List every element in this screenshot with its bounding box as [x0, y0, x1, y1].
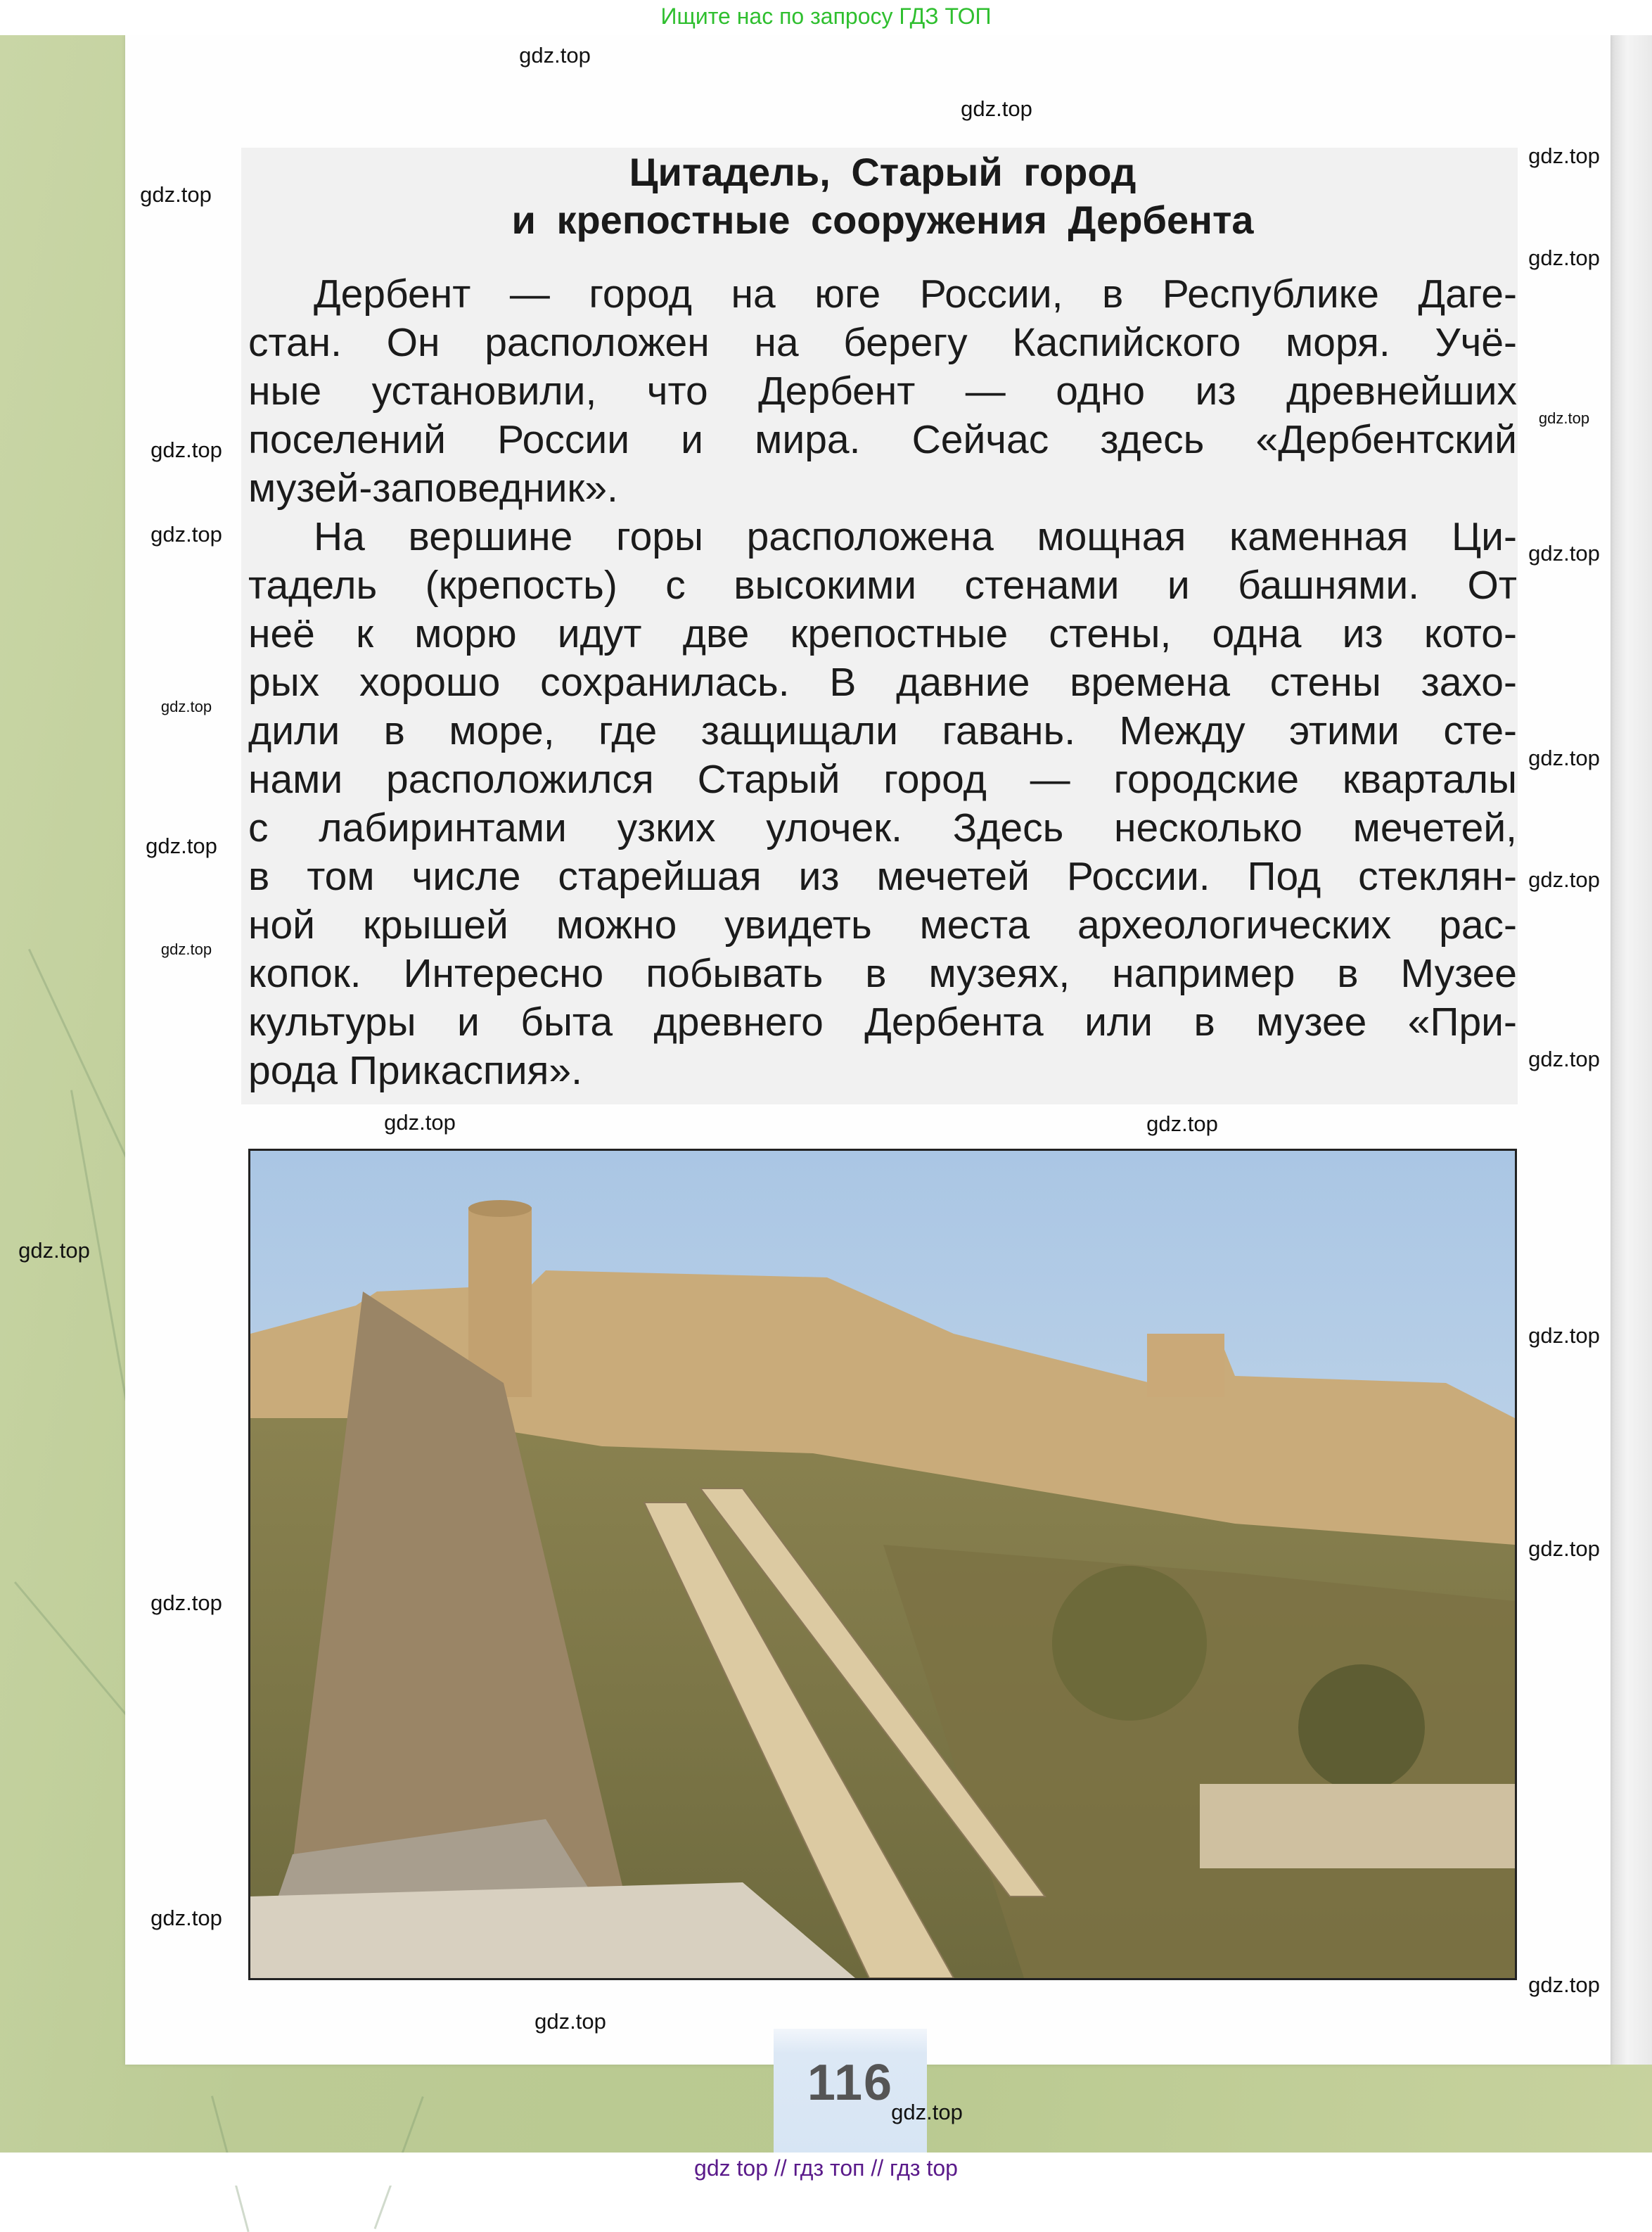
watermark: gdz.top	[151, 1590, 222, 1615]
top-banner[interactable]: Ищите нас по запросу ГДЗ ТОП	[0, 0, 1652, 35]
watermark: gdz.top	[140, 182, 212, 207]
watermark: gdz.top	[1528, 541, 1600, 566]
text-line	[248, 901, 1517, 950]
watermark: gdz.top	[519, 43, 591, 68]
text-line-content: культуры и быта древнего Дербента или в музее «При-	[248, 1000, 1517, 1045]
text-line-content: На вершине горы расположена мощная каменная Ци-	[314, 514, 1517, 559]
text-line	[314, 513, 1517, 561]
text-line	[314, 270, 1517, 319]
text-line-content: ные установили, что Дербент — одно из древнейших	[248, 369, 1517, 414]
citadel-illustration	[250, 1151, 1515, 1978]
text-line-content: стан. Он расположен на берегу Каспийского моря. Учё-	[248, 320, 1517, 365]
watermark: gdz.top	[151, 522, 222, 547]
text-line-content: нами расположился Старый город — городские кварталы	[248, 757, 1517, 802]
text-line	[248, 804, 1517, 853]
watermark: gdz.top	[1528, 1323, 1600, 1348]
text-line-content: в том числе старейшая из мечетей России. Под стеклян-	[248, 854, 1517, 899]
footer-links[interactable]: gdz top // гдз топ // гдз top	[0, 2153, 1652, 2186]
text-line	[248, 464, 1517, 513]
tree	[1298, 1664, 1425, 1791]
watermark: gdz.top	[160, 940, 212, 958]
watermark: gdz.top	[891, 2100, 963, 2124]
text-line	[248, 610, 1517, 658]
watermark: gdz.top	[18, 1238, 90, 1263]
watermark: gdz.top	[1528, 867, 1600, 892]
watermark: gdz.top	[1538, 409, 1590, 427]
text-line	[248, 998, 1517, 1047]
watermark: gdz.top	[384, 1110, 456, 1135]
text-line	[248, 658, 1517, 707]
watermark: gdz.top	[151, 438, 222, 462]
watermark: gdz.top	[1528, 1972, 1600, 1997]
watermark: gdz.top	[1528, 746, 1600, 770]
watermark: gdz.top	[151, 1906, 222, 1930]
text-line	[248, 1047, 1517, 1095]
watermark: gdz.top	[1528, 144, 1600, 168]
text-line	[248, 416, 1517, 464]
text-line	[248, 707, 1517, 755]
text-line	[248, 561, 1517, 610]
text-line	[248, 367, 1517, 416]
title-line-2: и крепостные сооружения Дербента	[511, 198, 1254, 242]
text-line-content: копок. Интересно побывать в музеях, например в Музее	[248, 951, 1517, 996]
text-line-content: рых хорошо сохранилась. В давние времена стены захо-	[248, 660, 1517, 705]
tower-top	[468, 1200, 532, 1217]
terrace-wall	[1200, 1784, 1515, 1868]
text-line-content: поселений России и мира. Сейчас здесь «Дербентский	[248, 417, 1517, 462]
text-line	[248, 755, 1517, 804]
text-line	[248, 319, 1517, 367]
text-line-content: неё к морю идут две крепостные стены, одна из кото-	[248, 611, 1517, 656]
citadel-photo	[248, 1149, 1517, 1980]
watermark: gdz.top	[961, 96, 1032, 121]
text-line-content: дили в море, где защищали гавань. Между этими сте-	[248, 708, 1517, 753]
page-edge	[1611, 35, 1652, 2065]
watermark: gdz.top	[160, 698, 212, 715]
tree	[1052, 1566, 1207, 1721]
page-number-tab	[774, 2029, 927, 2153]
page-number: 116	[807, 2055, 894, 2111]
text-line-content: с лабиринтами узких улочек. Здесь несколько мечетей,	[248, 805, 1517, 850]
text-line-content: ной крышей можно увидеть места археологических рас-	[248, 903, 1517, 948]
text-line-content: тадель (крепость) с высокими стенами и башнями. От	[248, 563, 1517, 608]
right-tower	[1147, 1334, 1224, 1397]
text-line-content: музей-заповедник».	[248, 466, 618, 511]
text-line	[248, 950, 1517, 998]
watermark: gdz.top	[1146, 1111, 1218, 1136]
watermark: gdz.top	[1528, 1047, 1600, 1071]
title-line-1: Цитадель, Старый город	[629, 150, 1136, 194]
text-line-content: Дербент — город на юге России, в Республике Даге-	[314, 272, 1517, 317]
watermark: gdz.top	[146, 834, 217, 858]
text-line-content: рода Прикаспия».	[248, 1048, 582, 1093]
watermark: gdz.top	[1528, 245, 1600, 270]
watermark: gdz.top	[1528, 1536, 1600, 1561]
text-line	[248, 853, 1517, 901]
watermark: gdz.top	[534, 2009, 606, 2034]
